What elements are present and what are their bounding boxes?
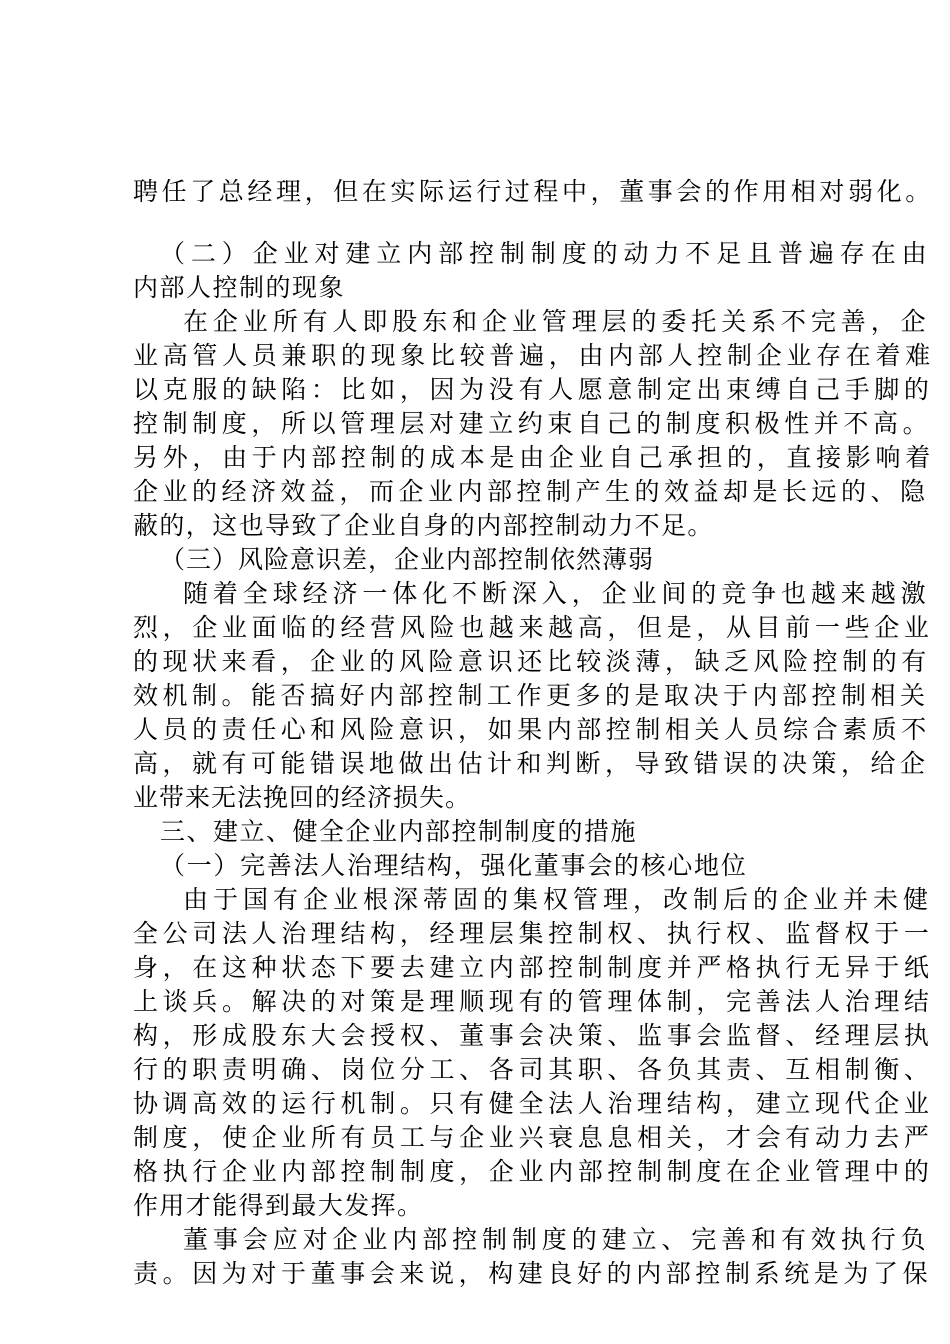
text-line: 在企业所有人即股东和企业管理层的委托关系不完善，企 <box>183 307 931 336</box>
text-line: 由于国有企业根深蒂固的集权管理，改制后的企业并未健 <box>183 885 934 914</box>
text-line: 人员的责任心和风险意识，如果内部控制相关人员综合素质不 <box>133 715 931 744</box>
text-line: 效机制。能否搞好内部控制工作更多的是取决于内部控制相关 <box>133 681 930 710</box>
text-line: 企业的经济效益，而企业内部控制产生的效益却是长远的、隐 <box>133 477 930 506</box>
text-line: 上谈兵。解决的对策是理顺现有的管理体制，完善法人治理结 <box>133 987 934 1016</box>
text-line: 身，在这种状态下要去建立内部控制制度并严格执行无异于纸 <box>133 953 934 982</box>
section-heading: 三、建立、健全企业内部控制制度的措施 <box>160 817 638 846</box>
text-line: 控制制度，所以管理层对建立约束自己的制度积极性并不高。 <box>133 409 933 438</box>
text-line: 责。因为对于董事会来说，构建良好的内部控制系统是为了保 <box>133 1259 933 1288</box>
text-line: 构，形成股东大会授权、董事会决策、监事会监督、经理层执 <box>133 1021 934 1050</box>
text-line: 制度，使企业所有员工与企业兴衰息息相关，才会有动力去严 <box>133 1123 934 1152</box>
text-line: 董事会应对企业内部控制制度的建立、完善和有效执行负 <box>183 1225 931 1254</box>
text-line: 高，就有可能错误地做出估计和判断，导致错误的决策，给企 <box>133 749 930 778</box>
text-line: 以克服的缺陷：比如，因为没有人愿意制定出束缚自己手脚的 <box>133 375 934 404</box>
section-heading: （一）完善法人治理结构，强化董事会的核心地位 <box>160 851 748 880</box>
text-line: 业带来无法挽回的经济损失。 <box>133 783 472 812</box>
section-heading: （三）风险意识差，企业内部控制依然薄弱 <box>160 545 655 574</box>
text-line: 烈，企业面临的经营风险也越来越高，但是，从目前一些企业 <box>133 613 934 642</box>
text-line: 全公司法人治理结构，经理层集控制权、执行权、监督权于一 <box>133 919 934 948</box>
text-line: 蔽的，这也导致了企业自身的内部控制动力不足。 <box>133 511 714 540</box>
text-line: 随着全球经济一体化不断深入，企业间的竞争也越来越激 <box>183 579 931 608</box>
section-heading: （二）企业对建立内部控制制度的动力不足且普遍存在由 <box>160 239 933 268</box>
text-line: 行的职责明确、岗位分工、各司其职、各负其责、互相制衡、 <box>133 1055 934 1084</box>
text-line: 协调高效的运行机制。只有健全法人治理结构，建立现代企业 <box>133 1089 934 1118</box>
text-line: 作用才能得到最大发挥。 <box>133 1191 424 1220</box>
text-line: 聘任了总经理，但在实际运行过程中，董事会的作用相对弱化。 <box>133 177 934 206</box>
text-line: 另外，由于内部控制的成本是由企业自己承担的，直接影响着 <box>133 443 935 472</box>
text-line: 业高管人员兼职的现象比较普遍，由内部人控制企业存在着难 <box>133 341 935 370</box>
text-line: 格执行企业内部控制制度，企业内部控制制度在企业管理中的 <box>133 1157 934 1186</box>
text-line: 的现状来看，企业的风险意识还比较淡薄，缺乏风险控制的有 <box>133 647 931 676</box>
section-heading: 内部人控制的现象 <box>133 273 346 302</box>
